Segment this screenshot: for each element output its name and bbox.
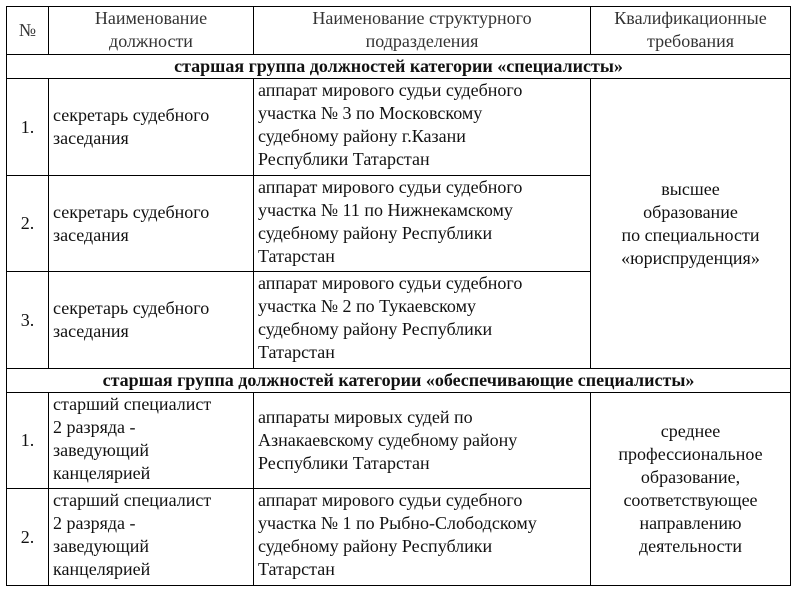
row-num: 1. [7,79,49,176]
positions-document [6,6,790,595]
row-num: 3. [7,272,49,369]
row-num: 2. [7,489,49,586]
requirements-support-specialists: среднее профессиональное образование, соответствующее направлению деятельности [591,393,791,586]
header-requirements: Квалификационные требования [591,7,791,55]
row-position: старший специалист 2 разряда - заведующий канцелярией [49,393,254,489]
group-title-row [7,55,791,79]
table-row [7,79,791,176]
requirements-specialists: высшее образование по специальности «юриспруденция» [591,79,791,369]
row-position: секретарь судебного заседания [49,79,254,176]
row-unit: аппарат мирового судьи судебного участка № 11 по Нижнекамскому судебному району Республики Татарстан [254,176,591,272]
row-position: секретарь судебного заседания [49,272,254,369]
row-num: 2. [7,176,49,272]
table-header-row [7,7,791,55]
row-unit: аппарат мирового судьи судебного участка № 1 по Рыбно-Слободскому судебному району Республики Татарстан [254,489,591,586]
row-position: секретарь судебного заседания [49,176,254,272]
header-position: Наименование должности [49,7,254,55]
row-unit: аппарат мирового судьи судебного участка № 3 по Московскому судебному району г.Казани Республики Татарстан [254,79,591,176]
group-title-row [7,369,791,393]
row-unit: аппараты мировых судей по Азнакаевскому судебному району Республики Татарстан [254,393,591,489]
header-unit: Наименование структурного подразделения [254,7,591,55]
table-row [7,393,791,489]
positions-table [6,6,791,586]
row-position: старший специалист 2 разряда - заведующий канцелярией [49,489,254,586]
row-unit: аппарат мирового судьи судебного участка № 2 по Тукаевскому судебному району Республики Татарстан [254,272,591,369]
group-title-specialists: старшая группа должностей категории «специалисты» [7,55,791,79]
row-num: 1. [7,393,49,489]
group-title-support-specialists: старшая группа должностей категории «обеспечивающие специалисты» [7,369,791,393]
header-num: № [7,7,49,55]
